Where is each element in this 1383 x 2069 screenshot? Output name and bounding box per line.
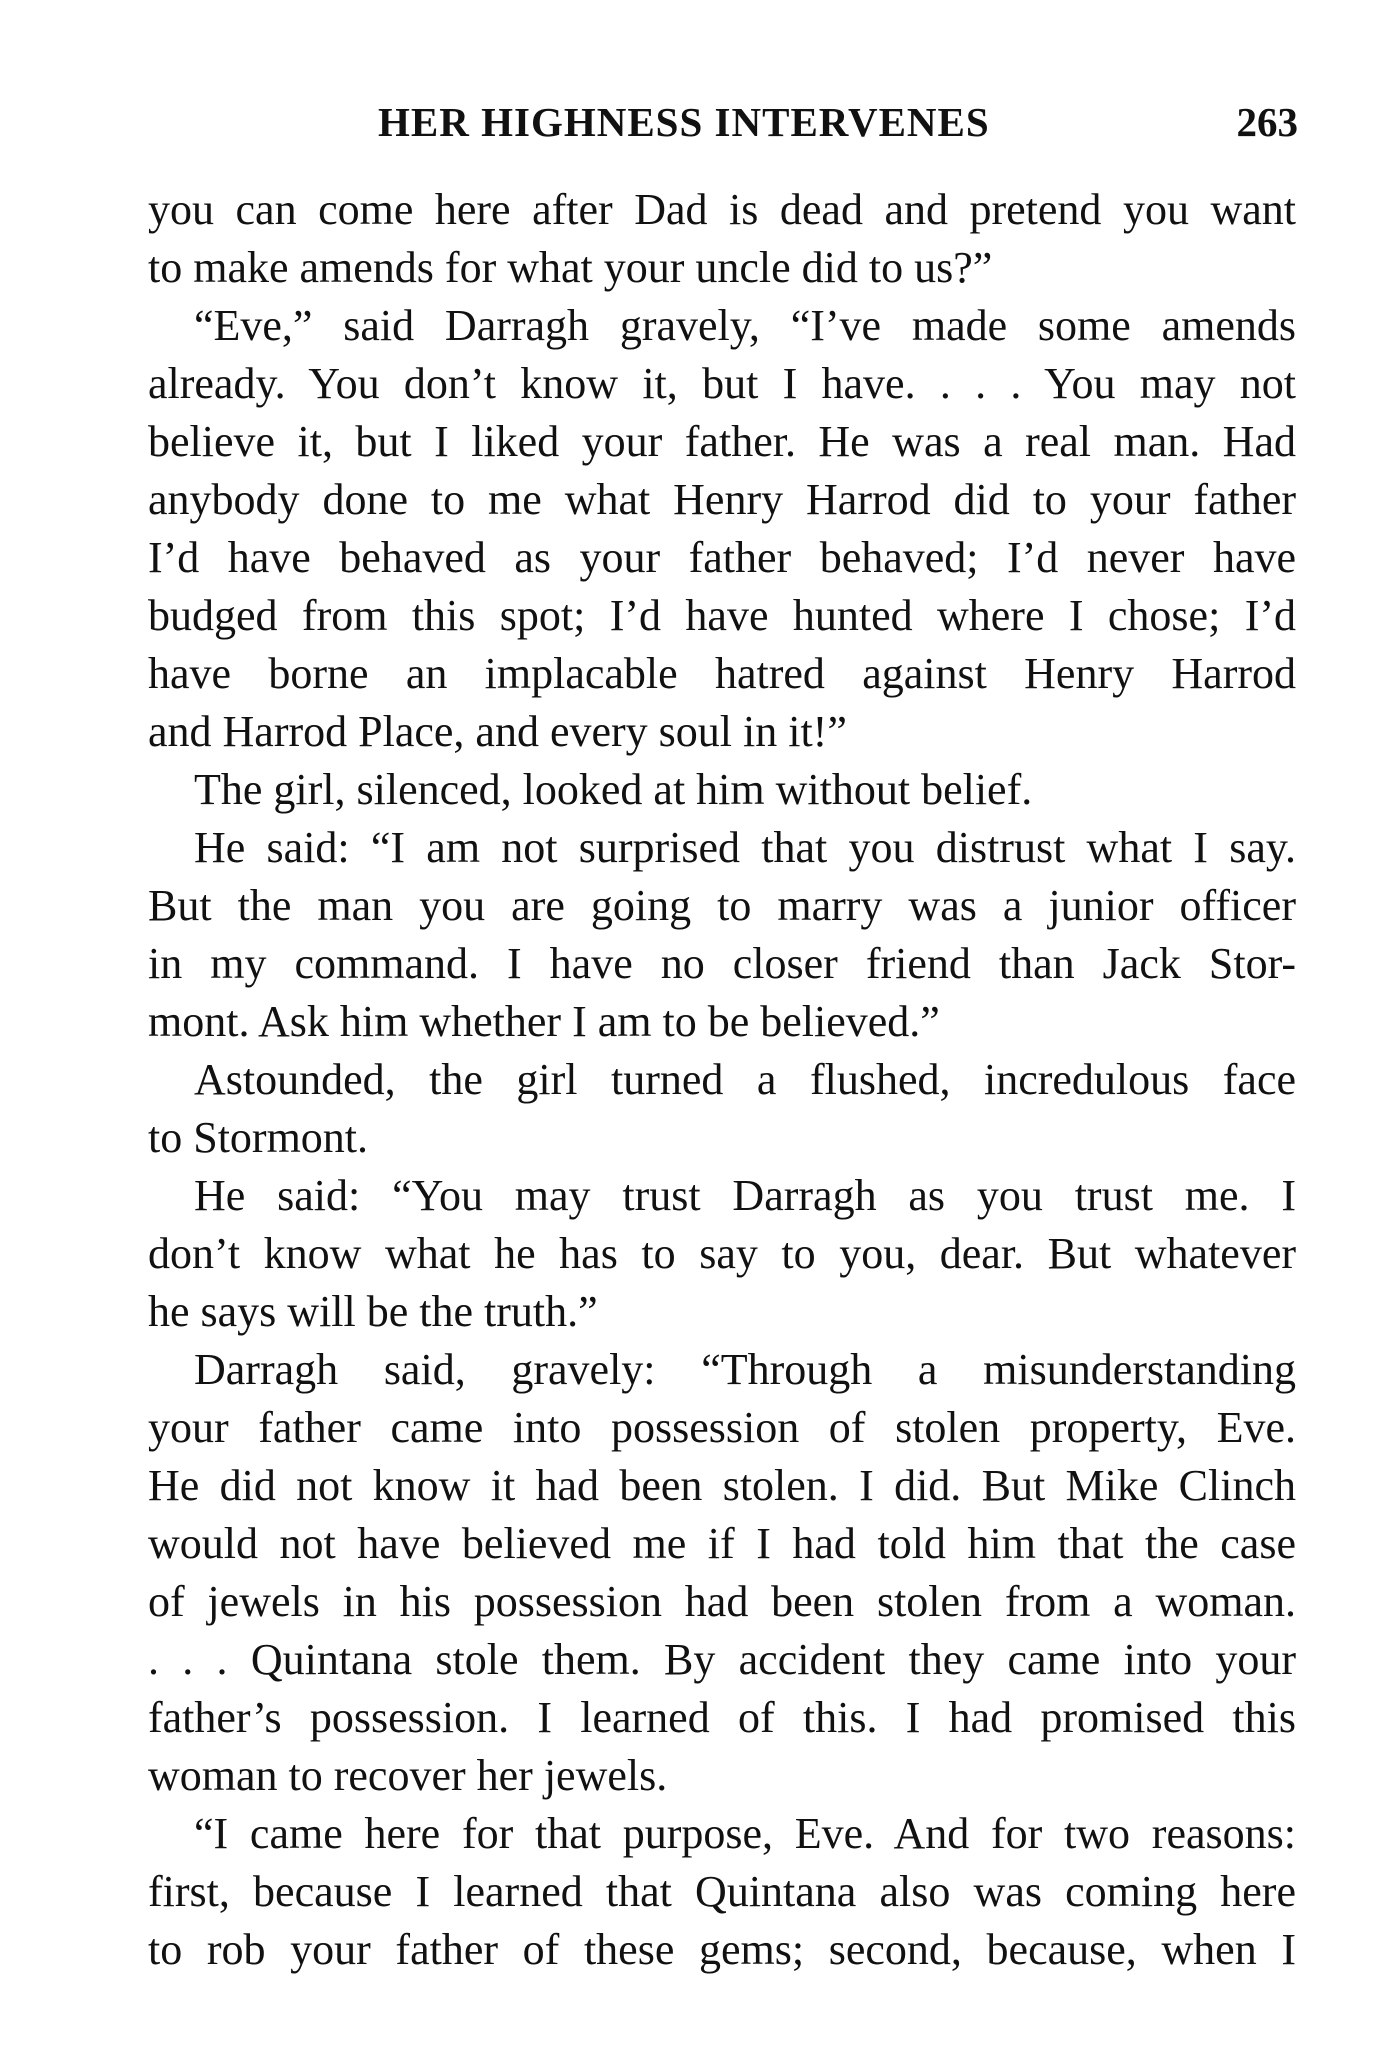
text-line: and Harrod Place, and every soul in it!” bbox=[148, 707, 847, 756]
page-number: 263 bbox=[1236, 99, 1298, 145]
text-line: would not have believed me if I had told him that the case bbox=[148, 1519, 1296, 1568]
text-line: I’d have behaved as your father behaved; I’d never have bbox=[148, 533, 1296, 582]
text-line: father’s possession. I learned of this. I had promised this bbox=[148, 1693, 1296, 1742]
text-line: already. You don’t know it, but I have. . . . You may not bbox=[148, 359, 1296, 408]
text-line: mont. Ask him whether I am to be believed.” bbox=[148, 997, 940, 1046]
text-line: to make amends for what your uncle did to us?” bbox=[148, 243, 993, 292]
text-line: But the man you are going to marry was a junior officer bbox=[148, 881, 1296, 930]
text-line: woman to recover her jewels. bbox=[148, 1751, 668, 1800]
text-line: to Stormont. bbox=[148, 1113, 369, 1162]
text-line: The girl, silenced, looked at him without belief. bbox=[194, 765, 1033, 814]
text-line: you can come here after Dad is dead and pretend you want bbox=[148, 185, 1296, 234]
text-line: . . . Quintana stole them. By accident they came into your bbox=[148, 1635, 1296, 1684]
text-line: He did not know it had been stolen. I did. But Mike Clinch bbox=[148, 1461, 1296, 1510]
text-line: budged from this spot; I’d have hunted where I chose; I’d bbox=[148, 591, 1296, 640]
text-line: “I came here for that purpose, Eve. And for two reasons: bbox=[194, 1809, 1296, 1858]
text-line: Darragh said, gravely: “Through a misunderstanding bbox=[194, 1345, 1296, 1394]
text-line: he says will be the truth.” bbox=[148, 1287, 598, 1336]
text-line: “Eve,” said Darragh gravely, “I’ve made some amends bbox=[194, 301, 1296, 350]
text-line: don’t know what he has to say to you, dear. But whatever bbox=[148, 1229, 1296, 1278]
text-line: He said: “I am not surprised that you distrust what I say. bbox=[194, 823, 1296, 872]
body-text bbox=[148, 181, 1296, 1979]
text-line: anybody done to me what Henry Harrod did to your father bbox=[148, 475, 1296, 524]
text-line: your father came into possession of stolen property, Eve. bbox=[148, 1403, 1296, 1452]
text-line: have borne an implacable hatred against Henry Harrod bbox=[148, 649, 1296, 698]
text-line: to rob your father of these gems; second, because, when I bbox=[148, 1925, 1296, 1974]
text-line: Astounded, the girl turned a flushed, incredulous face bbox=[194, 1055, 1296, 1104]
text-line: first, because I learned that Quintana also was coming here bbox=[148, 1867, 1296, 1916]
running-head bbox=[148, 98, 1298, 158]
running-title: HER HIGHNESS INTERVENES bbox=[378, 99, 990, 145]
text-line: He said: “You may trust Darragh as you trust me. I bbox=[194, 1171, 1296, 1220]
text-line: believe it, but I liked your father. He was a real man. Had bbox=[148, 417, 1296, 466]
text-line: in my command. I have no closer friend than Jack Stor- bbox=[148, 939, 1296, 988]
text-line: of jewels in his possession had been stolen from a woman. bbox=[148, 1577, 1296, 1626]
